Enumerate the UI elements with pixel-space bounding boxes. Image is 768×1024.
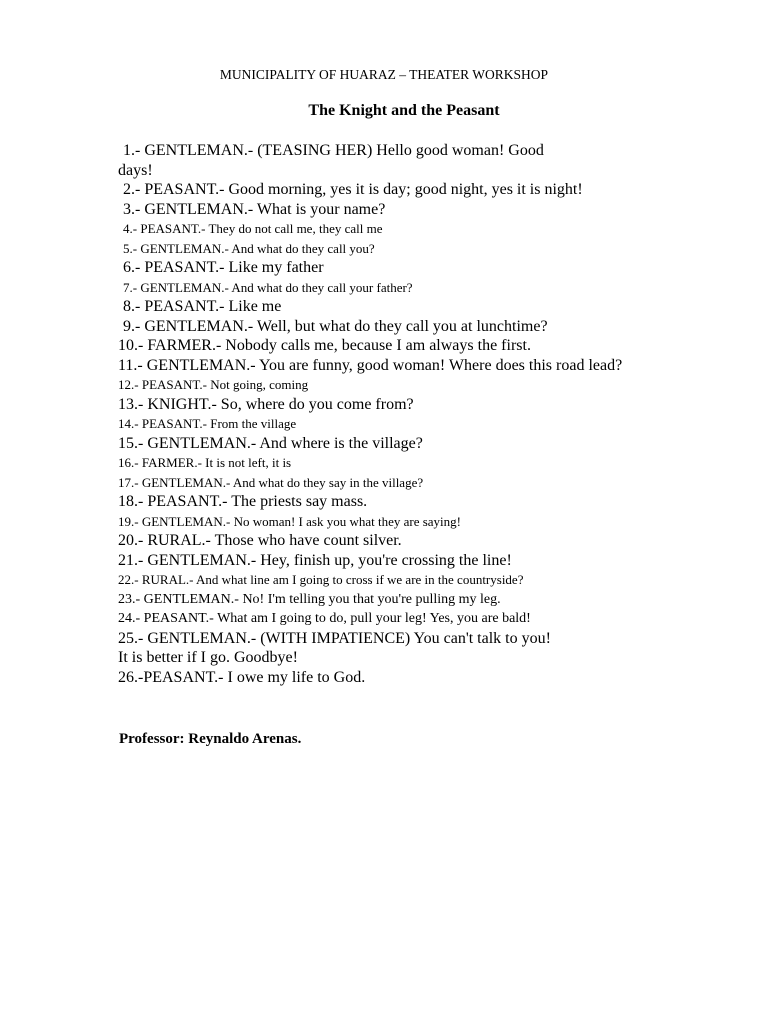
line-text: And what do they say in the village? bbox=[232, 474, 424, 490]
dialogue-line bbox=[118, 297, 738, 317]
professor-credit: Professor: Reynaldo Arenas. bbox=[119, 731, 302, 747]
dialogue-line bbox=[118, 551, 738, 571]
dialogue-line bbox=[118, 590, 738, 610]
line-number: 21.- bbox=[118, 551, 144, 569]
dialogue-line bbox=[118, 609, 738, 629]
dialogue-line bbox=[118, 453, 738, 473]
line-speaker: FARMER.- bbox=[147, 337, 222, 354]
line-text: And where is the village? bbox=[259, 434, 423, 452]
dialogue-line bbox=[118, 531, 738, 551]
line-text: Good morning, yes it is day; good night, yes it is night! bbox=[228, 181, 583, 198]
line-speaker: PEASANT.- bbox=[141, 377, 207, 392]
line-number: 6.- bbox=[123, 259, 141, 276]
line-text: Well, but what do they call you at lunchtime? bbox=[256, 317, 548, 335]
line-text: Nobody calls me, because I am always the first. bbox=[225, 337, 531, 354]
dialogue-line bbox=[118, 629, 738, 649]
dialogue-line bbox=[118, 395, 738, 415]
line-text: What am I going to do, pull your leg! Yes, you are bald! bbox=[217, 611, 531, 626]
line-number: 20.- bbox=[118, 532, 144, 549]
dialogue-line bbox=[118, 219, 738, 239]
line-number: 23.- bbox=[118, 591, 141, 607]
dialogue-line bbox=[118, 668, 738, 688]
dialogue-line bbox=[118, 200, 738, 220]
line-speaker: GENTLEMAN.- bbox=[140, 240, 229, 256]
line-number: 12.- bbox=[118, 377, 139, 392]
line-speaker: PEASANT.- bbox=[144, 259, 225, 276]
line-text: They do not call me, they call me bbox=[208, 221, 383, 236]
line-number: 10.- bbox=[118, 337, 144, 354]
line-number: 16.- bbox=[118, 455, 139, 470]
line-speaker: PEASANT.- bbox=[143, 611, 214, 626]
line-text: From the village bbox=[210, 416, 297, 431]
line-text: It is not left, it is bbox=[205, 455, 292, 470]
line-text: No! I'm telling you that you're pulling my leg. bbox=[242, 591, 501, 607]
dialogue-line bbox=[118, 473, 738, 493]
dialogue-line bbox=[118, 648, 738, 668]
line-number: 11.- bbox=[118, 356, 143, 374]
line-speaker: GENTLEMAN.- bbox=[141, 513, 231, 529]
document-title: The Knight and the Peasant bbox=[308, 102, 500, 119]
line-number: 17.- bbox=[118, 474, 139, 490]
line-text: (WITH IMPATIENCE) You can't talk to you! bbox=[260, 629, 551, 647]
line-speaker: GENTLEMAN.- bbox=[144, 200, 254, 218]
line-text: Like my father bbox=[228, 259, 324, 276]
line-text: (TEASING HER) Hello good woman! Good bbox=[257, 142, 544, 159]
line-number: 1.- bbox=[123, 142, 141, 159]
line-text: No woman! I ask you what they are saying! bbox=[233, 513, 461, 529]
line-number: 9.- bbox=[123, 317, 141, 335]
line-number: 2.- bbox=[123, 181, 141, 198]
line-speaker: PEASANT.- bbox=[140, 221, 206, 236]
dialogue-line bbox=[118, 512, 738, 532]
line-speaker: PEASANT.- bbox=[147, 493, 228, 510]
line-number: 5.- bbox=[123, 240, 138, 256]
line-text: Not going, coming bbox=[210, 377, 309, 392]
line-number: 25.- bbox=[118, 629, 144, 647]
line-speaker: GENTLEMAN.- bbox=[140, 279, 229, 295]
dialogue-line bbox=[118, 258, 738, 278]
line-number: 14.- bbox=[118, 416, 139, 431]
dialogue-line bbox=[118, 492, 738, 512]
line-number: 8.- bbox=[123, 298, 141, 315]
line-number: 13.- bbox=[118, 395, 144, 413]
line-text: It is better if I go. Goodbye! bbox=[118, 649, 298, 666]
document-header: MUNICIPALITY OF HUARAZ – THEATER WORKSHOP bbox=[219, 67, 549, 82]
dialogue-line bbox=[118, 414, 738, 434]
dialogue-line bbox=[118, 317, 738, 337]
dialogue-line bbox=[118, 180, 738, 200]
line-speaker: RURAL.- bbox=[147, 532, 211, 549]
line-text: Hey, finish up, you're crossing the line! bbox=[260, 551, 512, 569]
line-number: 19.- bbox=[118, 513, 139, 529]
dialogue-line bbox=[118, 375, 738, 395]
line-number: 7.- bbox=[123, 279, 138, 295]
dialogue-line bbox=[118, 570, 738, 590]
line-speaker: PEASANT.- bbox=[143, 668, 224, 686]
line-number: 22.- bbox=[118, 572, 139, 587]
line-speaker: PEASANT.- bbox=[144, 298, 225, 315]
line-number: 4.- bbox=[123, 221, 138, 236]
dialogue-line bbox=[118, 141, 738, 161]
line-text: You are funny, good woman! Where does this road lead? bbox=[259, 356, 623, 374]
line-text: Like me bbox=[228, 298, 282, 315]
line-speaker: GENTLEMAN.- bbox=[141, 474, 231, 490]
line-speaker: RURAL.- bbox=[141, 572, 194, 587]
line-text: I owe my life to God. bbox=[227, 668, 366, 686]
dialogue-line bbox=[118, 336, 738, 356]
line-speaker: FARMER.- bbox=[141, 455, 202, 470]
line-text: The priests say mass. bbox=[231, 493, 368, 510]
line-speaker: GENTLEMAN.- bbox=[144, 142, 254, 159]
line-speaker: GENTLEMAN.- bbox=[147, 629, 257, 647]
line-speaker: PEASANT.- bbox=[141, 416, 207, 431]
line-speaker: PEASANT.- bbox=[144, 181, 225, 198]
line-text: Those who have count silver. bbox=[214, 532, 402, 549]
line-text: And what do they call you? bbox=[231, 240, 375, 256]
dialogue-line bbox=[118, 239, 738, 259]
line-text: And what do they call your father? bbox=[231, 279, 413, 295]
dialogue-line bbox=[118, 434, 738, 454]
line-number: 26.- bbox=[118, 668, 144, 686]
line-speaker: GENTLEMAN.- bbox=[146, 356, 256, 374]
line-speaker: GENTLEMAN.- bbox=[147, 434, 257, 452]
line-text: So, where do you come from? bbox=[220, 395, 414, 413]
line-text: And what line am I going to cross if we are in the countryside? bbox=[196, 572, 524, 587]
line-speaker: KNIGHT.- bbox=[147, 395, 217, 413]
dialogue-line bbox=[118, 278, 738, 298]
dialogue-line bbox=[118, 356, 738, 376]
line-speaker: GENTLEMAN.- bbox=[143, 591, 239, 607]
line-speaker: GENTLEMAN.- bbox=[147, 551, 257, 569]
dialogue-line bbox=[118, 161, 738, 181]
line-number: 3.- bbox=[123, 200, 141, 218]
line-text: What is your name? bbox=[256, 200, 386, 218]
line-number: 15.- bbox=[118, 434, 144, 452]
line-speaker: GENTLEMAN.- bbox=[144, 317, 254, 335]
line-text: days! bbox=[118, 161, 153, 179]
dialogue-list bbox=[118, 141, 738, 687]
line-number: 24.- bbox=[118, 611, 141, 626]
line-number: 18.- bbox=[118, 493, 144, 510]
